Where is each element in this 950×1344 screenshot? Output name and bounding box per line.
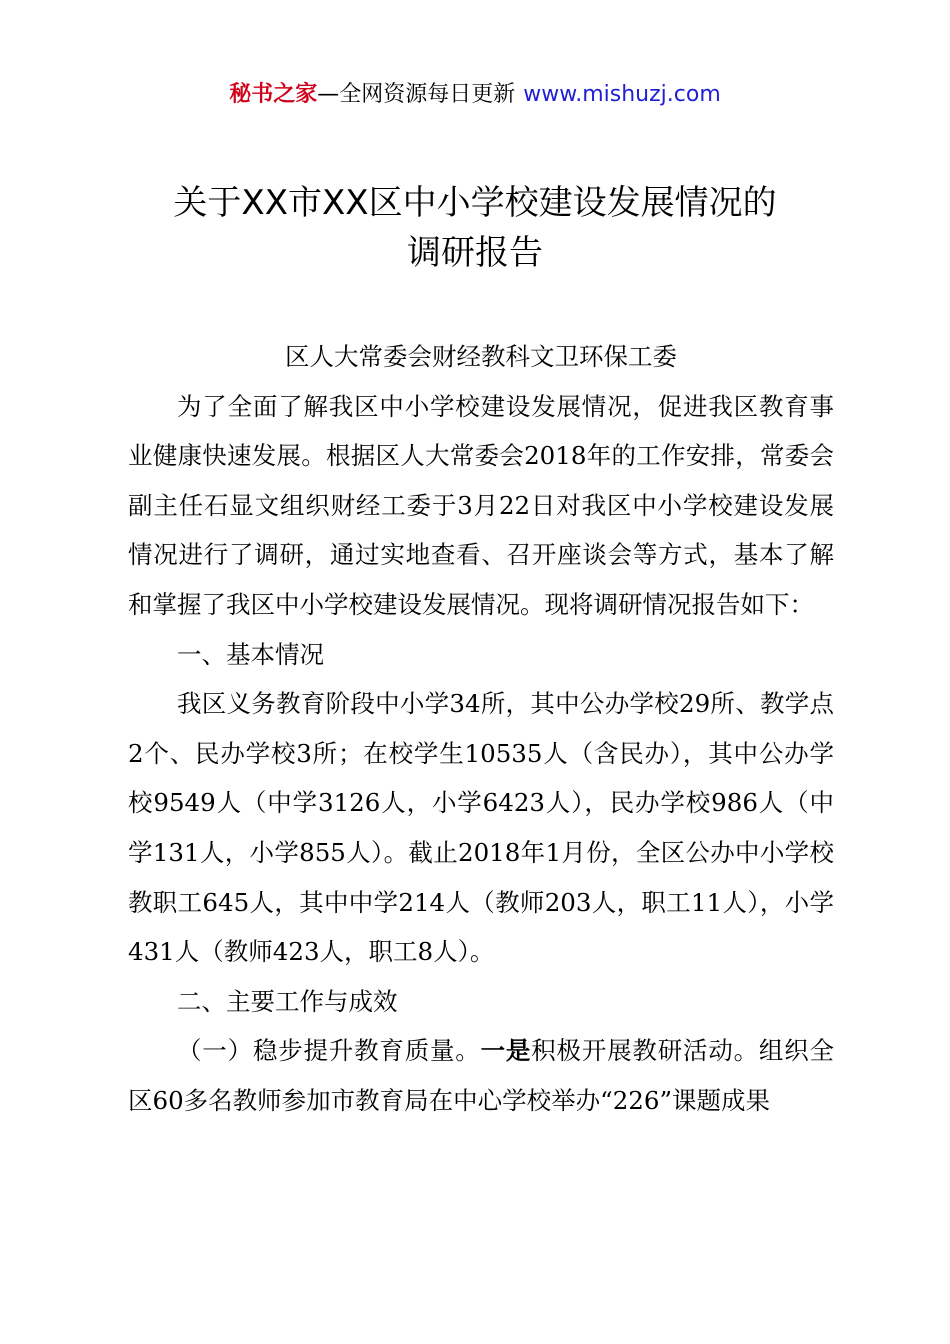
section-1-heading: 一、基本情况: [177, 639, 324, 669]
document-body: [128, 332, 834, 1126]
section-2-heading: 二、主要工作与成效: [177, 986, 398, 1016]
subsection-1-paragraph: [128, 1026, 834, 1125]
title-line-1: 关于XX市XX区中小学校建设发展情况的: [173, 183, 777, 223]
section-1-paragraph: 我区义务教育阶段中小学34所，其中公办学校29所、教学点2个、民办学校3所；在校学生10535人（含民办），其中公办学校9549人（中学3126人，小学6423人），民办学校986人（中学131人，小学855人）。截止2018年1月份，全区公办中小学校教职工645人，其中中学214人（教师203人，职工11人），小学431人（教师423人，职工8人）。: [128, 689, 834, 967]
document-title: [100, 178, 850, 278]
site-tagline: —全网资源每日更新: [317, 82, 516, 107]
site-url-link[interactable]: www.mishuzj.com: [523, 82, 721, 107]
site-brand: 秘书之家: [229, 82, 318, 107]
title-line-2: 调研报告: [407, 233, 543, 273]
subsection-1-point-label: 一是: [480, 1036, 532, 1066]
intro-paragraph: 为了全面了解我区中小学校建设发展情况，促进我区教育事业健康快速发展。根据区人大常委会2018年的工作安排，常委会副主任石显文组织财经工委于3月22日对我区中小学校建设发展情况进行了调研，通过实地查看、召开座谈会等方式，基本了解和掌握了我区中小学校建设发展情况。现将调研情况报告如下：: [128, 391, 834, 619]
subsection-1-text: 积极开展教研活动。组织全区60多名教师参加市教育局在中心学校举办“226”课题成果: [128, 1036, 835, 1115]
site-header: [0, 80, 950, 110]
author-organization: 区人大常委会财经教科文卫环保工委: [285, 342, 677, 371]
subsection-1-title: （一）稳步提升教育质量。: [177, 1036, 481, 1066]
